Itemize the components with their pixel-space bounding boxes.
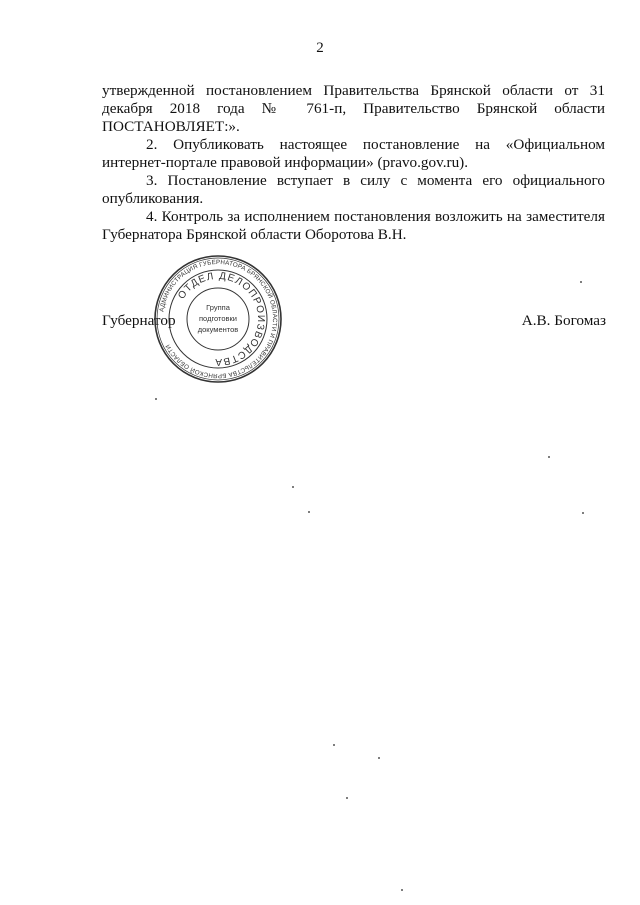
- scan-speck: [378, 757, 380, 759]
- stamp-center-line-2: подготовки: [199, 314, 237, 323]
- scan-speck: [548, 456, 550, 458]
- stamp-inner-text: ОТДЕЛ ДЕЛОПРОИЗВОДСТВА: [176, 270, 267, 368]
- scan-speck: [308, 511, 310, 513]
- scan-speck: [333, 744, 335, 746]
- stamp-graphic: [152, 253, 284, 385]
- signature-role: Губернатор: [102, 312, 176, 329]
- paragraph-continuation: утвержденной постановлением Правительства Брянской области от 31 декабря 2018 года № 761-п, Правительство Брянской области ПОСТАНОВЛЯЕТ:».: [102, 82, 605, 135]
- paragraph-2: 2. Опубликовать настоящее постановление на «Официальном интернет-портале правовой информации» (pravo.gov.ru).: [102, 136, 605, 171]
- paragraph-3: 3. Постановление вступает в силу с момента его официального опубликования.: [102, 172, 605, 207]
- page-number: 2: [316, 40, 324, 56]
- signature-name: А.В. Богомаз: [521, 312, 606, 329]
- official-stamp: [152, 253, 284, 385]
- scan-speck: [346, 797, 348, 799]
- stamp-center-line-3: документов: [197, 325, 239, 334]
- paragraph-4: 4. Контроль за исполнением постановления возложить на заместителя Губернатора Брянской области Оборотова В.Н.: [102, 208, 605, 243]
- stamp-outer-text: АДМИНИСТРАЦИЯ ГУБЕРНАТОРА БРЯНСКОЙ ОБЛАСТИ И ПРАВИТЕЛЬСТВА БРЯНСКОЙ ОБЛАСТИ: [158, 258, 279, 380]
- scan-speck: [155, 398, 157, 400]
- scan-speck: [401, 889, 403, 891]
- document-body: [102, 82, 605, 244]
- scan-speck: [292, 486, 294, 488]
- stamp-center-line-1: Группа: [206, 303, 230, 312]
- scan-speck: [580, 281, 582, 283]
- scan-speck: [582, 512, 584, 514]
